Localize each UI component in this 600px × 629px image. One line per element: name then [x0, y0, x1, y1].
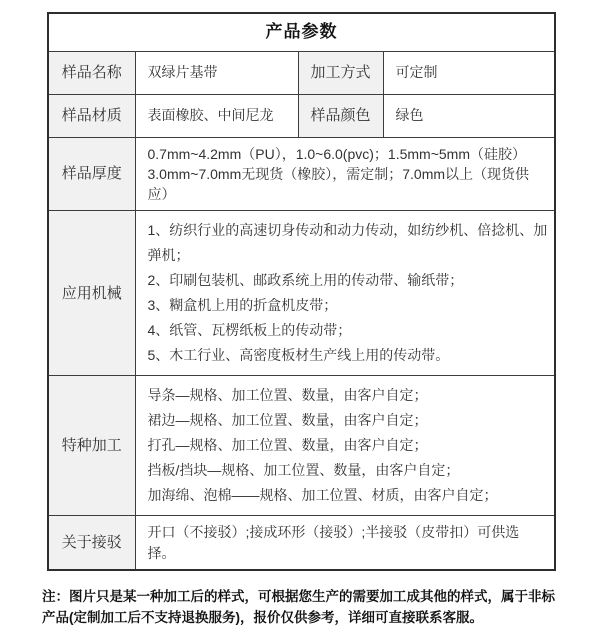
list-item: 导条—规格、加工位置、数量，由客户自定；: [147, 387, 428, 404]
list-item: 裙边—规格、加工位置、数量，由客户自定；: [147, 412, 428, 429]
process-method-label: 加工方式: [298, 51, 383, 94]
table-row-application: [48, 211, 555, 376]
table-row-sample-thickness: [48, 137, 555, 211]
application-label: 应用机械: [48, 211, 135, 376]
joining-label: 关于接驳: [48, 516, 135, 570]
table-row-special-process: [48, 376, 555, 516]
joining-value: 开口（不接驳）;接成环形（接驳）;半接驳（皮带扣）可供选择。: [135, 516, 555, 570]
list-item: 1、纺织行业的高速切身传动和动力传动，如纺纱机、倍捻机、加弹机；: [147, 222, 548, 264]
table-header-row: [48, 13, 555, 51]
list-item: 打孔—规格、加工位置、数量，由客户自定；: [147, 437, 428, 454]
thickness-line-2: 3.0mm~7.0mm无现货（橡胶），需定制；7.0mm以上（现货供应）: [147, 165, 530, 203]
page-title: 产品参数: [48, 13, 555, 51]
table-row-joining: [48, 516, 555, 570]
list-item: 挡板/挡块—规格、加工位置、数量，由客户自定；: [147, 462, 460, 479]
sample-thickness-label: 样品厚度: [48, 137, 135, 211]
special-process-value: [135, 376, 555, 516]
thickness-line-1: 0.7mm~4.2mm（PU），1.0~6.0(pvc)；1.5mm~5mm（硅胶）: [147, 145, 526, 162]
footnote: 注：图片只是某一种加工后的样式，可根据您生产的需要加工成其他的样式，属于非标产品(定制加工后不支持退换服务)，报价仅供参考，详细可直接联系客服。: [42, 588, 555, 625]
sample-name-label: 样品名称: [48, 51, 135, 94]
process-method-value: 可定制: [383, 51, 555, 94]
sample-color-value: 绿色: [383, 94, 555, 137]
product-parameters-table: [47, 12, 556, 571]
sample-material-label: 样品材质: [48, 94, 135, 137]
sample-name-value: 双绿片基带: [135, 51, 298, 94]
list-item: 3、糊盒机上用的折盒机皮带；: [147, 297, 338, 314]
application-value: [135, 211, 555, 376]
special-process-label: 特种加工: [48, 376, 135, 516]
sample-color-label: 样品颜色: [298, 94, 383, 137]
table-row-sample-name: [48, 51, 555, 94]
sample-thickness-value: [135, 137, 555, 211]
list-item: 2、印刷包装机、邮政系统上用的传动带、输纸带；: [147, 272, 464, 289]
list-item: 加海绵、泡棉——规格、加工位置、材质，由客户自定；: [147, 487, 498, 504]
product-parameters-page: [0, 12, 600, 625]
list-item: 4、纸管、瓦楞纸板上的传动带；: [147, 322, 352, 339]
list-item: 5、木工行业、高密度板材生产线上用的传动带。: [147, 347, 450, 364]
table-row-sample-material: [48, 94, 555, 137]
sample-material-value: 表面橡胶、中间尼龙: [135, 94, 298, 137]
